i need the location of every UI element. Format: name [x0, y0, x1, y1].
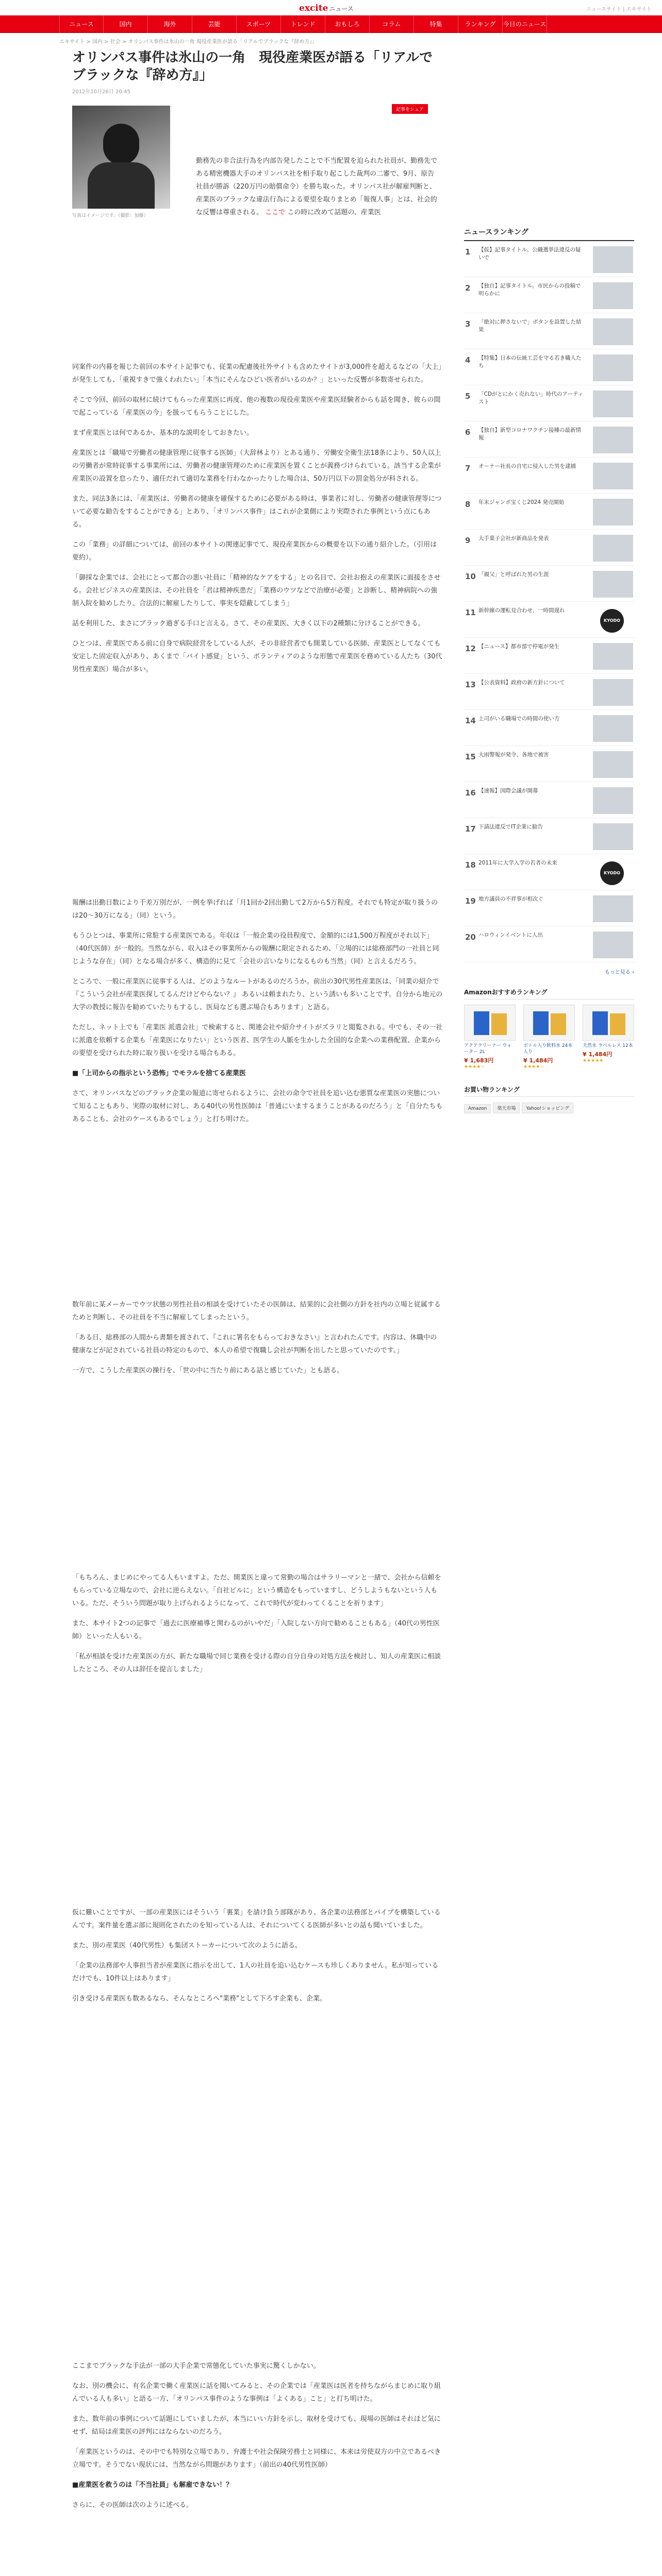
ranking-text[interactable]: 2011年に大学入学の若者の未来	[478, 860, 557, 866]
ranking-number: 4	[465, 355, 471, 365]
ranking-text[interactable]: 【ニュース】都市部で停電が発生	[478, 643, 559, 650]
ranking-text[interactable]: 大雨警報が発令、各地で被害	[478, 752, 549, 758]
ranking-number: 18	[465, 860, 476, 870]
article-photo	[72, 106, 170, 273]
amazon-card[interactable]	[583, 1005, 634, 1070]
ranking-item[interactable]	[464, 818, 634, 854]
ranking-text[interactable]: 「親父」と呼ばれた男の生涯	[478, 571, 549, 578]
nav-item[interactable]: 特集	[414, 15, 458, 33]
ranking-number: 11	[465, 608, 476, 617]
ranking-item[interactable]	[464, 349, 634, 385]
more-link[interactable]: もっと見る ›	[604, 970, 634, 975]
ranking-text[interactable]: オーナー社長の自宅に侵入した男を逮捕	[478, 463, 576, 469]
ranking-item[interactable]	[464, 782, 634, 818]
logo-text[interactable]: excite	[299, 3, 328, 13]
nav-item[interactable]: 今日のニュース	[503, 15, 547, 33]
product-stars: ★★★★☆	[523, 1064, 544, 1070]
ranking-number: 20	[465, 933, 476, 942]
ranking-item[interactable]	[464, 494, 634, 530]
paragraph: 「御採な企業では、会社にとって都合の悪い社員に「精神的なケアをする」との名目で、会社お抱えの産業医に面接をさせる。会社ビジネスの産業医は、その社員を「君は精神疾患だ」「業務のウツなどで治療が必要」と診断し、精神病院への強制入院を勧めしたり、合法的に解雇したりして、事実を隠蔽してしまう」	[72, 574, 441, 607]
ranking-text[interactable]: 新幹線の運転見合わせ、一時間遅れ	[478, 607, 565, 614]
ranking-thumbnail[interactable]	[593, 823, 633, 850]
ranking-text[interactable]: 「CDがとにかく売れない」時代のアーティスト	[478, 391, 584, 405]
article-date: 2012年10月26日 20:45	[72, 89, 130, 95]
product-price: ¥ 1,683円	[464, 1057, 494, 1064]
shop-tag[interactable]: Amazon	[464, 1104, 491, 1113]
paragraph: 報酬は出勤日数により千差万別だが、一例を挙げれば「月1回か2回出勤して2万から5万程度。それでも特定が取り扱うのは20～30万になる」（同）という。	[72, 899, 438, 920]
ranking-number: 14	[465, 716, 476, 725]
shop-tag[interactable]: 楽天市場	[493, 1103, 520, 1113]
paragraph: また、別の産業医（40代男性）も集団ストーカーについて次のように語る。	[72, 1942, 302, 1950]
product-stars: ★★★★☆	[464, 1064, 485, 1070]
top-right-text: ニュースサイト | エキサイト	[586, 7, 652, 12]
ranking-number: 12	[465, 644, 476, 653]
ranking-list	[464, 241, 634, 962]
ranking-text[interactable]: 地方議員の不祥事が相次ぐ	[478, 896, 543, 902]
nav-item[interactable]: スポーツ	[237, 15, 281, 33]
lead-text-2: この時に改めて話題の、産業医	[287, 209, 381, 216]
paragraph: 数年前に某メーカーでウツ状態の男性社員の相談を受けていたその医師は、結果的に会社側の方針を社内の立場と従属するためと判断し、その社員を不当に解雇してしまったという。	[72, 1301, 441, 1321]
top-bar	[0, 0, 662, 15]
paragraph: また、同法3条には、「産業医は、労働者の健康を確保するために必要がある時は、事業者に対し、労働者の健康管理等について必要な勧告をすることができる」とあり、「オリンパス事件」はこれが企業側により実際された事例という点にもある。	[72, 495, 442, 529]
paragraph: また、数年前の事例について話題にしていましたが、本当にいい方針を示し、取材を受けても、現場の医師はそれほど気にせず、結局は産業医の評判にはならないのだろう。	[72, 2415, 441, 2436]
ranking-item[interactable]	[464, 313, 634, 349]
ranking-thumbnail[interactable]	[593, 895, 633, 922]
product-name[interactable]: ボトル入り飲料水 24本入り	[523, 1043, 573, 1055]
product-stars: ★★★★★	[583, 1058, 604, 1063]
ranking-text[interactable]: 【速報】国際会議が開幕	[478, 788, 538, 794]
paragraph: もうひとつは、事業所に常駐する産業医である。年収は「一般企業の役員程度で、金額的には1,500万程度がそれ以下」（40代医師）が一般的。当然ながら、収入はその事業所からの報酬に限定されるため、「立場的には総務部門の一社員と同じような存在」（同）となる場合が多く、構造的に見て「会社の言いなりになるものも当然」（同）と言えるだろう。	[72, 932, 439, 965]
ranking-thumbnail[interactable]	[593, 499, 633, 526]
ranking-item[interactable]	[464, 530, 634, 566]
share-button[interactable]: 記事をシェア	[392, 104, 428, 114]
ranking-text[interactable]: ハロウィンイベントに人出	[478, 932, 543, 938]
paragraph: なお、別の機会に、有名企業で働く産業医に話を聞いてみると、その企業では「産業医は医者を持ちながらまじめに取り組んでいる人も多い」と語る一方、「オリンパス事件のような事例は「よくある」こと」と打ち明けた。	[72, 2382, 441, 2403]
paragraph: さて、オリンパスなどのブラック企業の報道に寄せられるように、会社の命令で社員を追い込む悪質な産業医の実態について知ることもあり、実際の取材に対し、ある40代の男性医師は「普通にいまするまうことがあるのだろう」と「自分たちもあることも、会社のケースもあるでしょう」と打ち明けた。	[72, 1090, 443, 1123]
amazon-title: Amazonおすすめランキング	[464, 988, 634, 999]
paragraph: 「産業医というのは、その中でも特別な立場であり、弁護士や社会保険労務士と同様に、本来は労使双方の中立であるべき立場です。そうでない現状には、当然ながら問題があります」（前出の40代男性医師）	[72, 2448, 441, 2469]
ranking-text[interactable]: 【仮】記事タイトル。公職選挙法違反の疑いで	[478, 247, 581, 261]
amazon-grid	[464, 1005, 634, 1070]
article-header	[72, 49, 443, 95]
share-bar	[392, 103, 428, 114]
ranking-item[interactable]	[464, 890, 634, 926]
product-price: ¥ 1,484円	[583, 1051, 613, 1058]
paragraph: ところで、一般に産業医に従事する人は、どのようなルートがあるのだろうか。前出の30代男性産業医は、「同業の紹介で『こういう会社が産業医探してるんだけどやらない？』 あるいは頼まれたり、という誘いも多いことです。自分から地元の大学の教授に報告を勧めていたりもするし、医局なども選ぶ場合もあります」と語る。	[72, 978, 443, 1011]
ranking-thumbnail[interactable]	[593, 751, 633, 778]
ranking-item[interactable]	[464, 457, 634, 494]
article-body-4	[72, 1571, 443, 1683]
ranking-number: 16	[465, 788, 476, 798]
ranking-item[interactable]	[464, 854, 634, 890]
ranking-thumbnail[interactable]	[593, 679, 633, 706]
ranking-number: 1	[465, 247, 471, 257]
section-heading: ■産業医を救うのは「不当社員」も解雇できない！？	[72, 2481, 233, 2489]
nav-item[interactable]: 海外	[148, 15, 192, 33]
kyodo-logo: KYODO	[600, 609, 624, 633]
ranking-text[interactable]: 「絶対に押さないで」ボタンを設置した結果	[478, 319, 582, 333]
ranking-thumbnail[interactable]	[593, 246, 633, 273]
ranking-thumbnail[interactable]	[593, 787, 633, 814]
ranking-thumbnail[interactable]	[593, 643, 633, 670]
nav-item[interactable]: 国内	[104, 15, 148, 33]
ranking-thumbnail[interactable]	[593, 463, 633, 489]
paragraph: 一方で、こうした産業医の操行を、「世の中に当たり前にある話と感じていた」とも語る。	[72, 1367, 344, 1375]
ranking-number: 8	[465, 500, 471, 509]
ranking-number: 5	[465, 392, 471, 401]
product-image[interactable]	[464, 1005, 516, 1041]
ranking-number: 19	[465, 896, 476, 906]
paragraph: 「ある日、総務部の人間から書類を渡されて、『これに署名をもらっておきなさい』と言われたんです。内容は、休職中の健康などが記されている社員の特定のもので、本人の希望で復職し会社が判断を出したと思っていたのです。」	[72, 1334, 437, 1354]
paragraph: 「私が相談を受けた産業医の方が、新たな職場で同じ業務を受ける際の自分自身の対処方法を検討し、知人の産業医に相談したところ、その人は辞任を提言しました」	[72, 1653, 441, 1673]
article-body-5	[72, 1906, 443, 2012]
paragraph: 産業医とは「職場で労働者の健康管理に従事する医師」（大辞林より）とある通り、労働安全衛生法18条により、50人以上の労働者が常時従事する事業所には、労働者の健康管理のために産業医を置くことが義務づけられている。該当する企業が産業医の設置を怠ったり、適任だれて適切な業務を行わなかったりした場合は、50万円以下の罰金処分が科される。	[72, 449, 441, 483]
paragraph: 仮に難いことですが、一部の産業医にはそういう「裏業」を請け負う部隊があり、各企業の法務部とパイプを構築しているんです。案件量を選ぶ部に規則化されたのを知っている人は、それについてくる医師が多いとの話も聞いていました。	[72, 1909, 441, 1929]
nav-item[interactable]: ランキング	[458, 15, 503, 33]
ranking-thumbnail[interactable]	[593, 931, 633, 958]
ranking-number: 10	[465, 572, 476, 581]
ranking-number: 17	[465, 824, 476, 834]
breadcrumb[interactable]: エキサイト > 国内 > 社会 > オリンパス事件は氷山の一角 現役産業医が語る「リアルでブラックな『辞め方』」	[59, 39, 318, 45]
ranking-item[interactable]	[464, 241, 634, 277]
ranking-text[interactable]: 下請法違反でIT企業に勧告	[478, 824, 543, 830]
paragraph: この「業務」の詳細については、前回の本サイトの関連記事でて、現役産業医からの概要を以下の通り紹介した。（引用は要約）。	[72, 541, 437, 562]
nav-item[interactable]: コラム	[370, 15, 414, 33]
ranking-number: 15	[465, 752, 476, 761]
ranking-item[interactable]	[464, 277, 634, 313]
ranking-item[interactable]	[464, 674, 634, 710]
kyodo-logo: KYODO	[600, 861, 624, 885]
ranking-text[interactable]: 【特集】日本の伝統工芸を守る若き職人たち	[478, 355, 582, 369]
ranking-item[interactable]	[464, 602, 634, 638]
paragraph: ひとつは、産業医である前に自身で病院経営をしている人が、その非経営者でも開業している医師、産業医としてなくても安定した固定収入があり、あくまで「バイト感覚」という、ボランティアのような形態で産業医を務めている人たち（30代男性産業医）場合が多い。	[72, 640, 442, 673]
photo-caption: 写真はイメージです。（撮影：加藤）	[72, 213, 148, 218]
product-name[interactable]: アクアクリーナー ウォーター 2L	[464, 1043, 511, 1055]
product-image[interactable]	[523, 1005, 575, 1041]
product-image[interactable]	[583, 1005, 634, 1041]
ranking-item[interactable]	[464, 746, 634, 782]
ranking-text[interactable]: 【独自】記事タイトル。市民からの投稿で明らかに	[478, 283, 581, 297]
shop-tag[interactable]: Yahoo!ショッピング	[522, 1103, 573, 1113]
ranking-thumbnail[interactable]	[593, 282, 633, 309]
nav-item[interactable]: ニュース	[59, 15, 104, 33]
ranking-item[interactable]	[464, 566, 634, 602]
paragraph: さらに、その医師は次のように述べる。	[72, 2501, 193, 2509]
ranking-item[interactable]	[464, 926, 634, 962]
paragraph: また、本サイト2つの記事で「過去に医療補導と関わるのがいやだ」「入院しない方向で勧めることもある」（40代の男性医師）といった人もいる。	[72, 1620, 440, 1640]
ranking-thumbnail[interactable]	[593, 607, 633, 634]
paragraph: ここまでブラックな手法が一部の大手企業で常態化していた事実に驚くしかない。	[72, 2362, 320, 2370]
shop-title: お買い物ランキング	[464, 1085, 634, 1097]
paragraph: ただし、ネット上でも「産業医 派遣会社」で検索すると、関連会社や紹介サイトがズラリと閲覧される。中でも、その一社に派遣を依頼する企業も「産業医になりたい」という医者、医学生の人脈を生かした全国的な企業への業務配置、企業からの要望を受けられた時に取り扱いを受ける場合もある。	[72, 1024, 443, 1057]
article-body-2	[72, 896, 443, 1133]
main-nav	[0, 15, 662, 33]
ranking-text[interactable]: 上司がいる職場での時間の使い方	[478, 716, 560, 722]
ranking-item[interactable]	[464, 638, 634, 674]
paragraph: そこで今回、前回の取材に続けてもらった産業医に再度、他の複数の現役産業医や産業医経験者からも話を聞き、彼らの間で起こっている「産業医の今」を扱ってもらうことにした。	[72, 396, 441, 417]
ranking-thumbnail[interactable]	[593, 391, 633, 417]
paragraph: まず産業医とは何であるか、基本的な説明をしておきたい。	[72, 429, 254, 437]
ranking-item[interactable]	[464, 385, 634, 421]
ranking-number: 3	[465, 319, 471, 329]
ranking-text[interactable]: 大手菓子会社が新商品を発表	[478, 535, 549, 541]
ranking-item[interactable]	[464, 421, 634, 457]
amazon-card[interactable]	[523, 1005, 575, 1070]
ranking-thumbnail[interactable]	[593, 354, 633, 381]
ranking-number: 2	[465, 283, 471, 293]
article-body-3	[72, 1298, 443, 1384]
article-lead	[196, 155, 441, 219]
product-price: ¥ 1,484円	[523, 1057, 553, 1064]
nav-list	[59, 15, 547, 33]
nav-item[interactable]: 芸能	[192, 15, 237, 33]
ranking-thumbnail[interactable]	[593, 427, 633, 453]
ranking-text[interactable]: 【公表資料】政府の新方針について	[478, 680, 565, 686]
lead-text: 勤務先の非合法行為を内部告発したことで不当配置を迫られた社員が、勤務先である精密機器大手のオリンパス社を相手取り起こした裁判の二審で、9月、原告社員が勝訴（220万円の賠償命令）を勝ち取った。オリンパス社が解雇判断と、産業医のブラックな違法行為による要望を取りまとめ「報復人事」とは、社会的な反響は尊重される。	[196, 157, 438, 216]
ranking-number: 7	[465, 464, 471, 473]
sidebar	[464, 227, 634, 1113]
ranking-number: 9	[465, 536, 471, 545]
article-body-6	[72, 2360, 443, 2519]
ranking-number: 6	[465, 428, 471, 437]
paragraph: 同案件の内幕を報じた前回の本サイト記事でも、従業の配慮後社外サイトも含めたサイトが3,000件を超えるなどの「大上」が発生しても、「重視すきで強くわれたい」「本当にそんなひどい医者がいるのか？」といった反響が多数寄せられた。	[72, 363, 442, 384]
site-logo[interactable]	[299, 3, 354, 13]
ranking-thumbnail[interactable]	[593, 571, 633, 598]
ranking-thumbnail[interactable]	[593, 318, 633, 345]
article-image	[72, 106, 170, 209]
shop-tags	[464, 1102, 634, 1113]
article-title: オリンパス事件は氷山の一角 現役産業医が語る「リアルでブラックな『辞め方』」	[72, 50, 433, 83]
paragraph: 「企業の法務部や人事担当者が産業医に指示を出して、1人の社員を追い込むケースも珍しくありません。私が知っているだけでも、10件以上はあります」	[72, 1962, 439, 1982]
lead-link[interactable]: ここで	[265, 209, 286, 216]
logo-sub[interactable]: ニュース	[329, 5, 354, 12]
ranking-text[interactable]: 年末ジャンボ宝くじ2024 発売開始	[478, 499, 565, 505]
ranking-item[interactable]	[464, 710, 634, 746]
paragraph: 「もちろん、まじめにやってる人もいますよ。ただ、開業医と違って常勤の場合はサラリーマンと一緒で、会社から信頼をもらっている立場なので、会社に逆らえない。「自社ビルに」という構造をもっていますし、どうしようもないという人もいる。ただ、そういう問題が取り上げられるようになって、これで時代が変わってくることを祈ります」	[72, 1574, 441, 1607]
ranking-thumbnail[interactable]	[593, 535, 633, 562]
ranking-thumbnail[interactable]	[593, 715, 633, 742]
article-body-1	[72, 361, 443, 683]
ranking-text[interactable]: 【独自】新型コロナワクチン接種の最新情報	[478, 427, 581, 441]
paragraph: 話を利用した、まさにブラック過ぎる手口と言える。さて、その産業医、大きく以下の2種類に分けることができる。	[72, 620, 425, 628]
ranking-title: ニュースランキング	[464, 227, 634, 241]
amazon-card[interactable]	[464, 1005, 516, 1070]
ranking-thumbnail[interactable]	[593, 859, 633, 886]
section-heading: ■「上司からの指示という恐怖」でモラルを捨てる産業医	[72, 1070, 246, 1077]
nav-item[interactable]: おもしろ	[325, 15, 370, 33]
nav-item[interactable]: トレンド	[281, 15, 325, 33]
product-name[interactable]: 天然水 ラベルレス 12本	[583, 1043, 633, 1048]
ranking-number: 13	[465, 680, 476, 689]
paragraph: 引き受ける産業医も数あるなら、そんなところへ"業務"として下ろす企業も、企業。	[72, 1995, 326, 2003]
